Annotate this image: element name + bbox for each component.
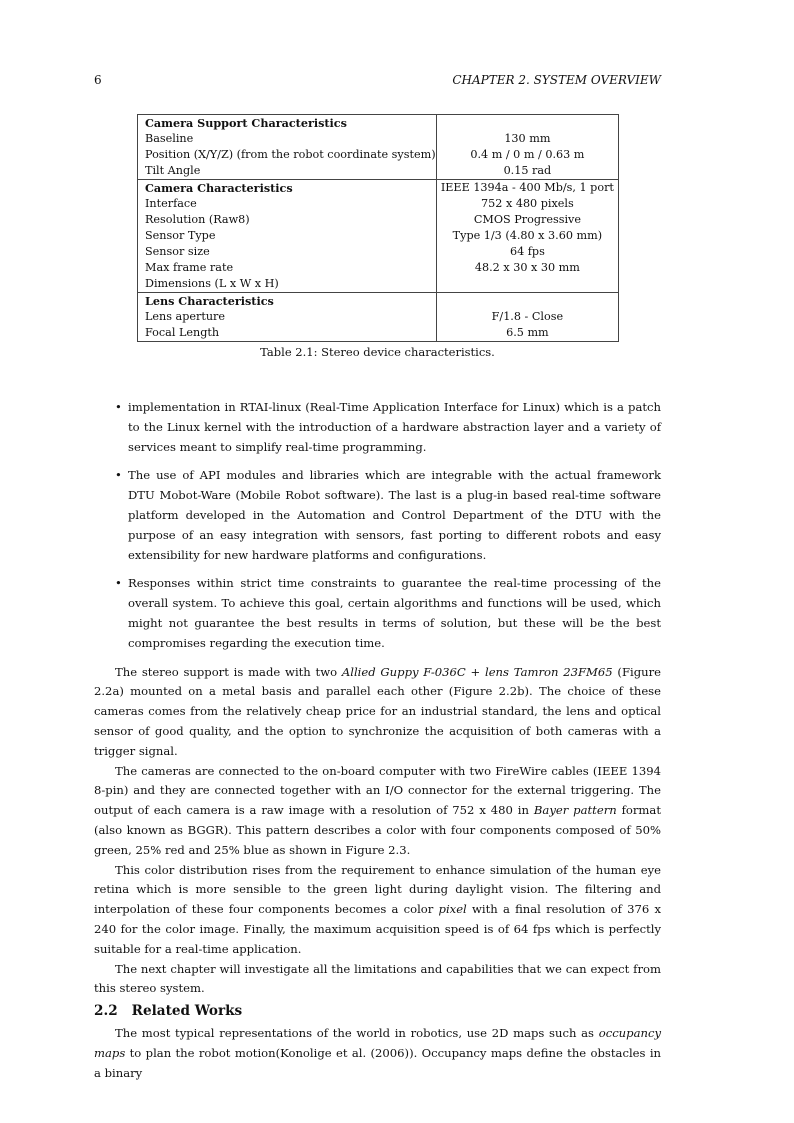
paragraph: The stereo support is made with two Allied Guppy F-036C + lens Tamron 23FM65 (Figure 2.2a) mounted on a metal basis and parallel each other (Figure 2.2b). The choice of these cameras comes from the relatively cheap price for an industrial standard, the lens and optical sensor of good quality, and the option to synchronize the acquisition of both cameras with a trigger signal.: [94, 664, 661, 758]
row-label: Resolution (Raw8): [138, 212, 437, 228]
row-label: Dimensions (L x W x H): [138, 276, 437, 293]
bullet-icon: •: [115, 576, 122, 591]
page-number: 6: [94, 73, 102, 87]
row-value: 0.4 m / 0 m / 0.63 m: [436, 147, 618, 163]
list-item: [94, 466, 661, 565]
list-item: [94, 574, 661, 653]
bullet-icon: •: [115, 468, 122, 483]
row-value: 0.15 rad: [436, 163, 618, 180]
row-label: Lens aperture: [138, 309, 437, 325]
table-row: [138, 163, 619, 180]
list-item-text: implementation in RTAI-linux (Real-Time Application Interface for Linux) which is a patch to the Linux kernel with the introduction of a hardware abstraction layer and a variety of services meant to simplify real-time programming.: [128, 400, 661, 454]
emphasis: Bayer pattern: [533, 803, 617, 818]
row-value: 48.2 x 30 x 30 mm: [436, 260, 618, 276]
row-label: Sensor Type: [138, 228, 437, 244]
table-row: [138, 260, 619, 276]
page-header: [94, 73, 661, 89]
list-item-text: Responses within strict time constraints to guarantee the real-time processing of the overall system. To achieve this goal, certain algorithms and functions will be used, which might not guarantee the best results in terms of solution, but these will be the best compromises regarding the execution time.: [128, 576, 661, 650]
emphasis: pixel: [438, 902, 467, 917]
table-row: [138, 325, 619, 342]
bullet-list: [94, 398, 661, 654]
section-title: Lens Characteristics: [138, 293, 437, 310]
section-number: 2.2: [94, 1003, 118, 1020]
row-value: IEEE 1394a - 400 Mb/s, 1 port: [436, 180, 618, 197]
paragraph: This color distribution rises from the requirement to enhance simulation of the human eye retina which is more sensible to the green light during daylight vision. The filtering and interpolation of these four components becomes a color pixel with a final resolution of 376 x 240 for the color image. Finally, the maximum acquisition speed is of 64 fps which is perfectly suitable for a real-time application.: [94, 862, 661, 956]
paragraph: The next chapter will investigate all the limitations and capabilities that we can expect from this stereo system.: [94, 961, 661, 996]
table-row: [138, 228, 619, 244]
row-label: Sensor size: [138, 244, 437, 260]
row-label: Interface: [138, 196, 437, 212]
row-label: Position (X/Y/Z) (from the robot coordinate system): [138, 147, 437, 163]
table-row: [138, 212, 619, 228]
row-label: Baseline: [138, 131, 437, 147]
table-row: [138, 196, 619, 212]
bullet-icon: •: [115, 400, 122, 414]
paragraph: The most typical representations of the world in robotics, use 2D maps such as occupancy maps to plan the robot motion(Konolige et al. (2006)). Occupancy maps define the obstacles in a binary: [94, 1025, 661, 1080]
characteristics-table: [137, 114, 619, 342]
row-label: Max frame rate: [138, 260, 437, 276]
list-item-text: The use of API modules and libraries which are integrable with the actual framework DTU Mobot-Ware (Mobile Robot software). The last is a plug-in based real-time software platform developed in the Automation and Control Department of the DTU with the purpose of an easy integration with sensors, fast porting to different robots and easy extensibility for new hardware platforms and configurations.: [128, 468, 661, 562]
table-row: [138, 244, 619, 260]
row-value: 6.5 mm: [436, 325, 618, 342]
table-row: [138, 131, 619, 147]
table-row: [138, 115, 619, 132]
section-heading: [94, 1002, 661, 1022]
section-title: Camera Support Characteristics: [138, 115, 437, 132]
table-row: [138, 147, 619, 163]
row-value: 130 mm: [436, 131, 618, 147]
paragraph: The cameras are connected to the on-board computer with two FireWire cables (IEEE 1394 8-pin) and they are connected together with an I/O connector for the external triggering. The output of each camera is a raw image with a resolution of 752 x 480 in Bayer pattern format (also known as BGGR). This pattern describes a color with four components composed of 50% green, 25% red and 25% blue as shown in Figure 2.3.: [94, 763, 661, 857]
table-row: [138, 180, 619, 197]
table-caption: Table 2.1: Stereo device characteristics.: [260, 345, 495, 359]
section-title: Related Works: [131, 1003, 243, 1020]
list-item: [94, 398, 661, 457]
section-title: Camera Characteristics: [138, 180, 437, 197]
row-value: 64 fps: [436, 244, 618, 260]
table-row: [138, 293, 619, 310]
emphasis: occupancy maps: [94, 1025, 661, 1060]
row-value: Type 1/3 (4.80 x 3.60 mm): [436, 228, 618, 244]
row-value: 752 x 480 pixels: [436, 196, 618, 212]
row-value: CMOS Progressive: [436, 212, 618, 228]
body-text: [94, 398, 661, 1083]
row-label: Focal Length: [138, 325, 437, 342]
row-value: F/1.8 - Close: [436, 309, 618, 325]
table-row: [138, 309, 619, 325]
row-label: Tilt Angle: [138, 163, 437, 180]
table-row: [138, 276, 619, 293]
camera-model: Allied Guppy F-036C + lens Tamron 23FM65: [341, 664, 613, 679]
running-head: CHAPTER 2. SYSTEM OVERVIEW: [452, 73, 661, 87]
